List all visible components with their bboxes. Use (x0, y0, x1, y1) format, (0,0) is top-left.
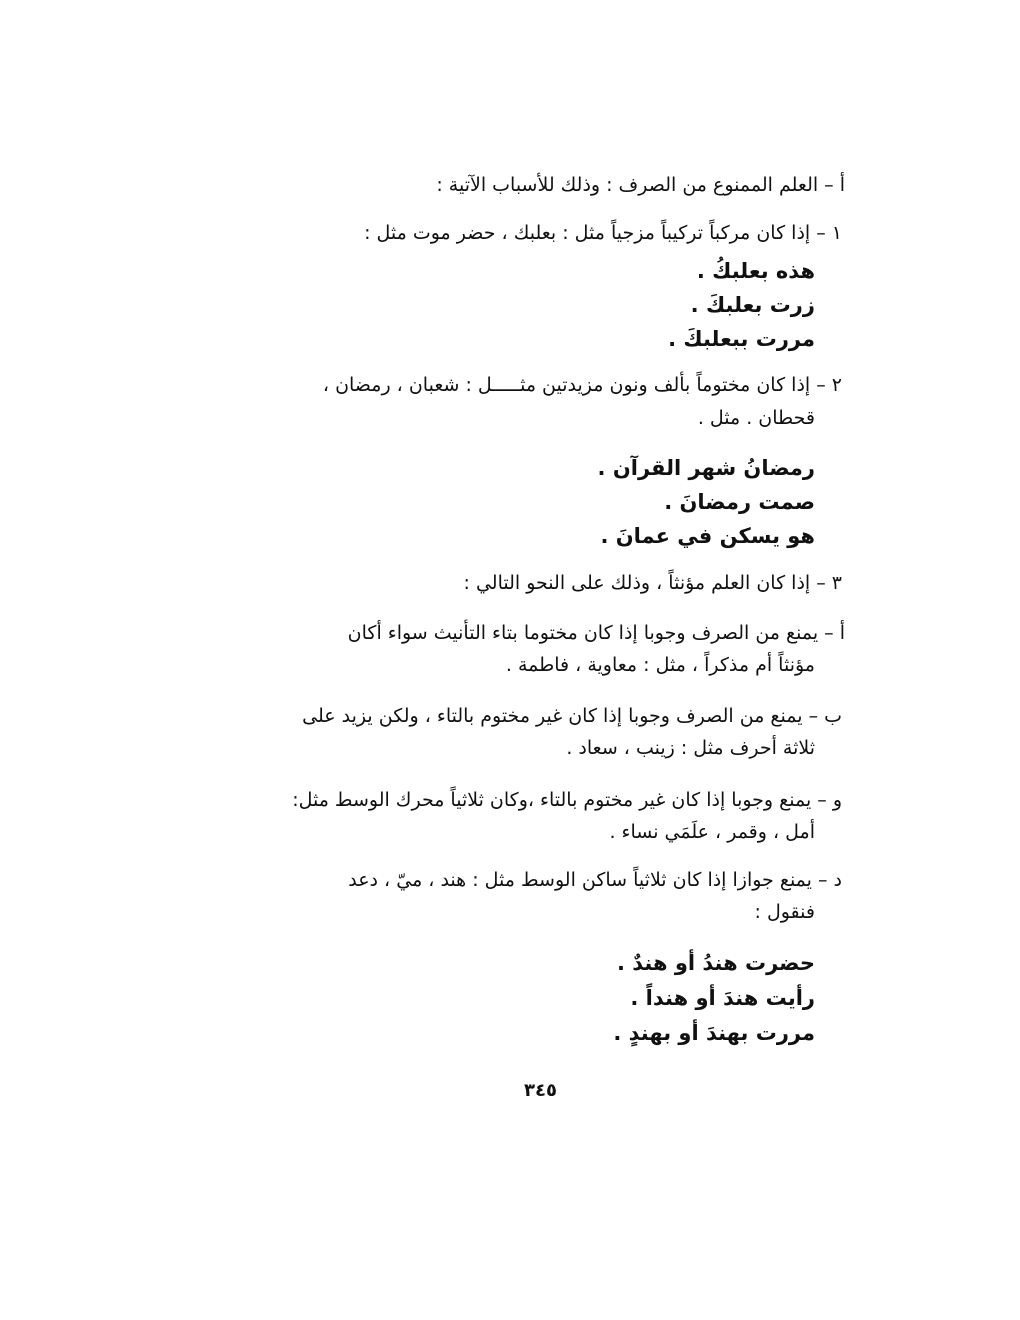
reason-1-text: ١ – إذا كان مركباً تركيباً مزجياً مثل : بعلبك ، حضر موت مثل : (364, 222, 842, 244)
reason-2-text-cont: قحطان . مثل . (697, 407, 815, 429)
subclause-c-cont: أمل ، وقمر ، علَمَي نساء . (609, 821, 815, 843)
example-line: حضرت هندُ أو هندٌ . (617, 951, 815, 975)
example-line: صمت رمضانَ . (664, 490, 815, 514)
subclause-c: و – يمنع وجوبا إذا كان غير مختوم بالتاء ،وكان ثلاثياً محرك الوسط مثل: (292, 789, 842, 811)
example-line: زرت بعلبكَ . (690, 293, 815, 317)
example-line: مررت ببعلبكَ . (668, 327, 815, 351)
subclause-b-cont: ثلاثة أحرف مثل : زينب ، سعاد . (566, 737, 815, 759)
subclause-a: أ – يمنع من الصرف وجوبا إذا كان مختوما بتاء التأنيث سواء أكان (347, 622, 845, 644)
reason-3-text: ٣ – إذا كان العلم مؤنثاً ، وذلك على النحو التالي : (463, 572, 842, 594)
example-line: رمضانُ شهر القرآن . (597, 456, 815, 480)
example-line: هذه بعلبكُ . (696, 259, 815, 283)
subclause-b: ب – يمنع من الصرف وجوبا إذا كان غير مختوم بالتاء ، ولكن يزيد على (302, 705, 842, 727)
subclause-d: د – يمنع جوازا إذا كان ثلاثياً ساكن الوسط مثل : هند ، ميّ ، دعد (348, 869, 842, 891)
subclause-d-cont: فنقول : (754, 901, 815, 923)
example-line: هو يسكن في عمانَ . (600, 524, 815, 548)
page-number: ٣٤٥ (524, 1080, 557, 1101)
example-line: مررت بهندَ أو بهندٍ . (613, 1021, 815, 1045)
example-line: رأيت هندَ أو هنداً . (630, 986, 815, 1010)
reason-2-text: ٢ – إذا كان مختوماً بألف ونون مزيدتين مثـــــل : شعبان ، رمضان ، (322, 374, 842, 396)
subclause-a-cont: مؤنثاً أم مذكراً ، مثل : معاوية ، فاطمة . (505, 654, 815, 676)
section-heading: أ – العلم الممنوع من الصرف : وذلك للأسباب الآتية : (436, 174, 845, 196)
